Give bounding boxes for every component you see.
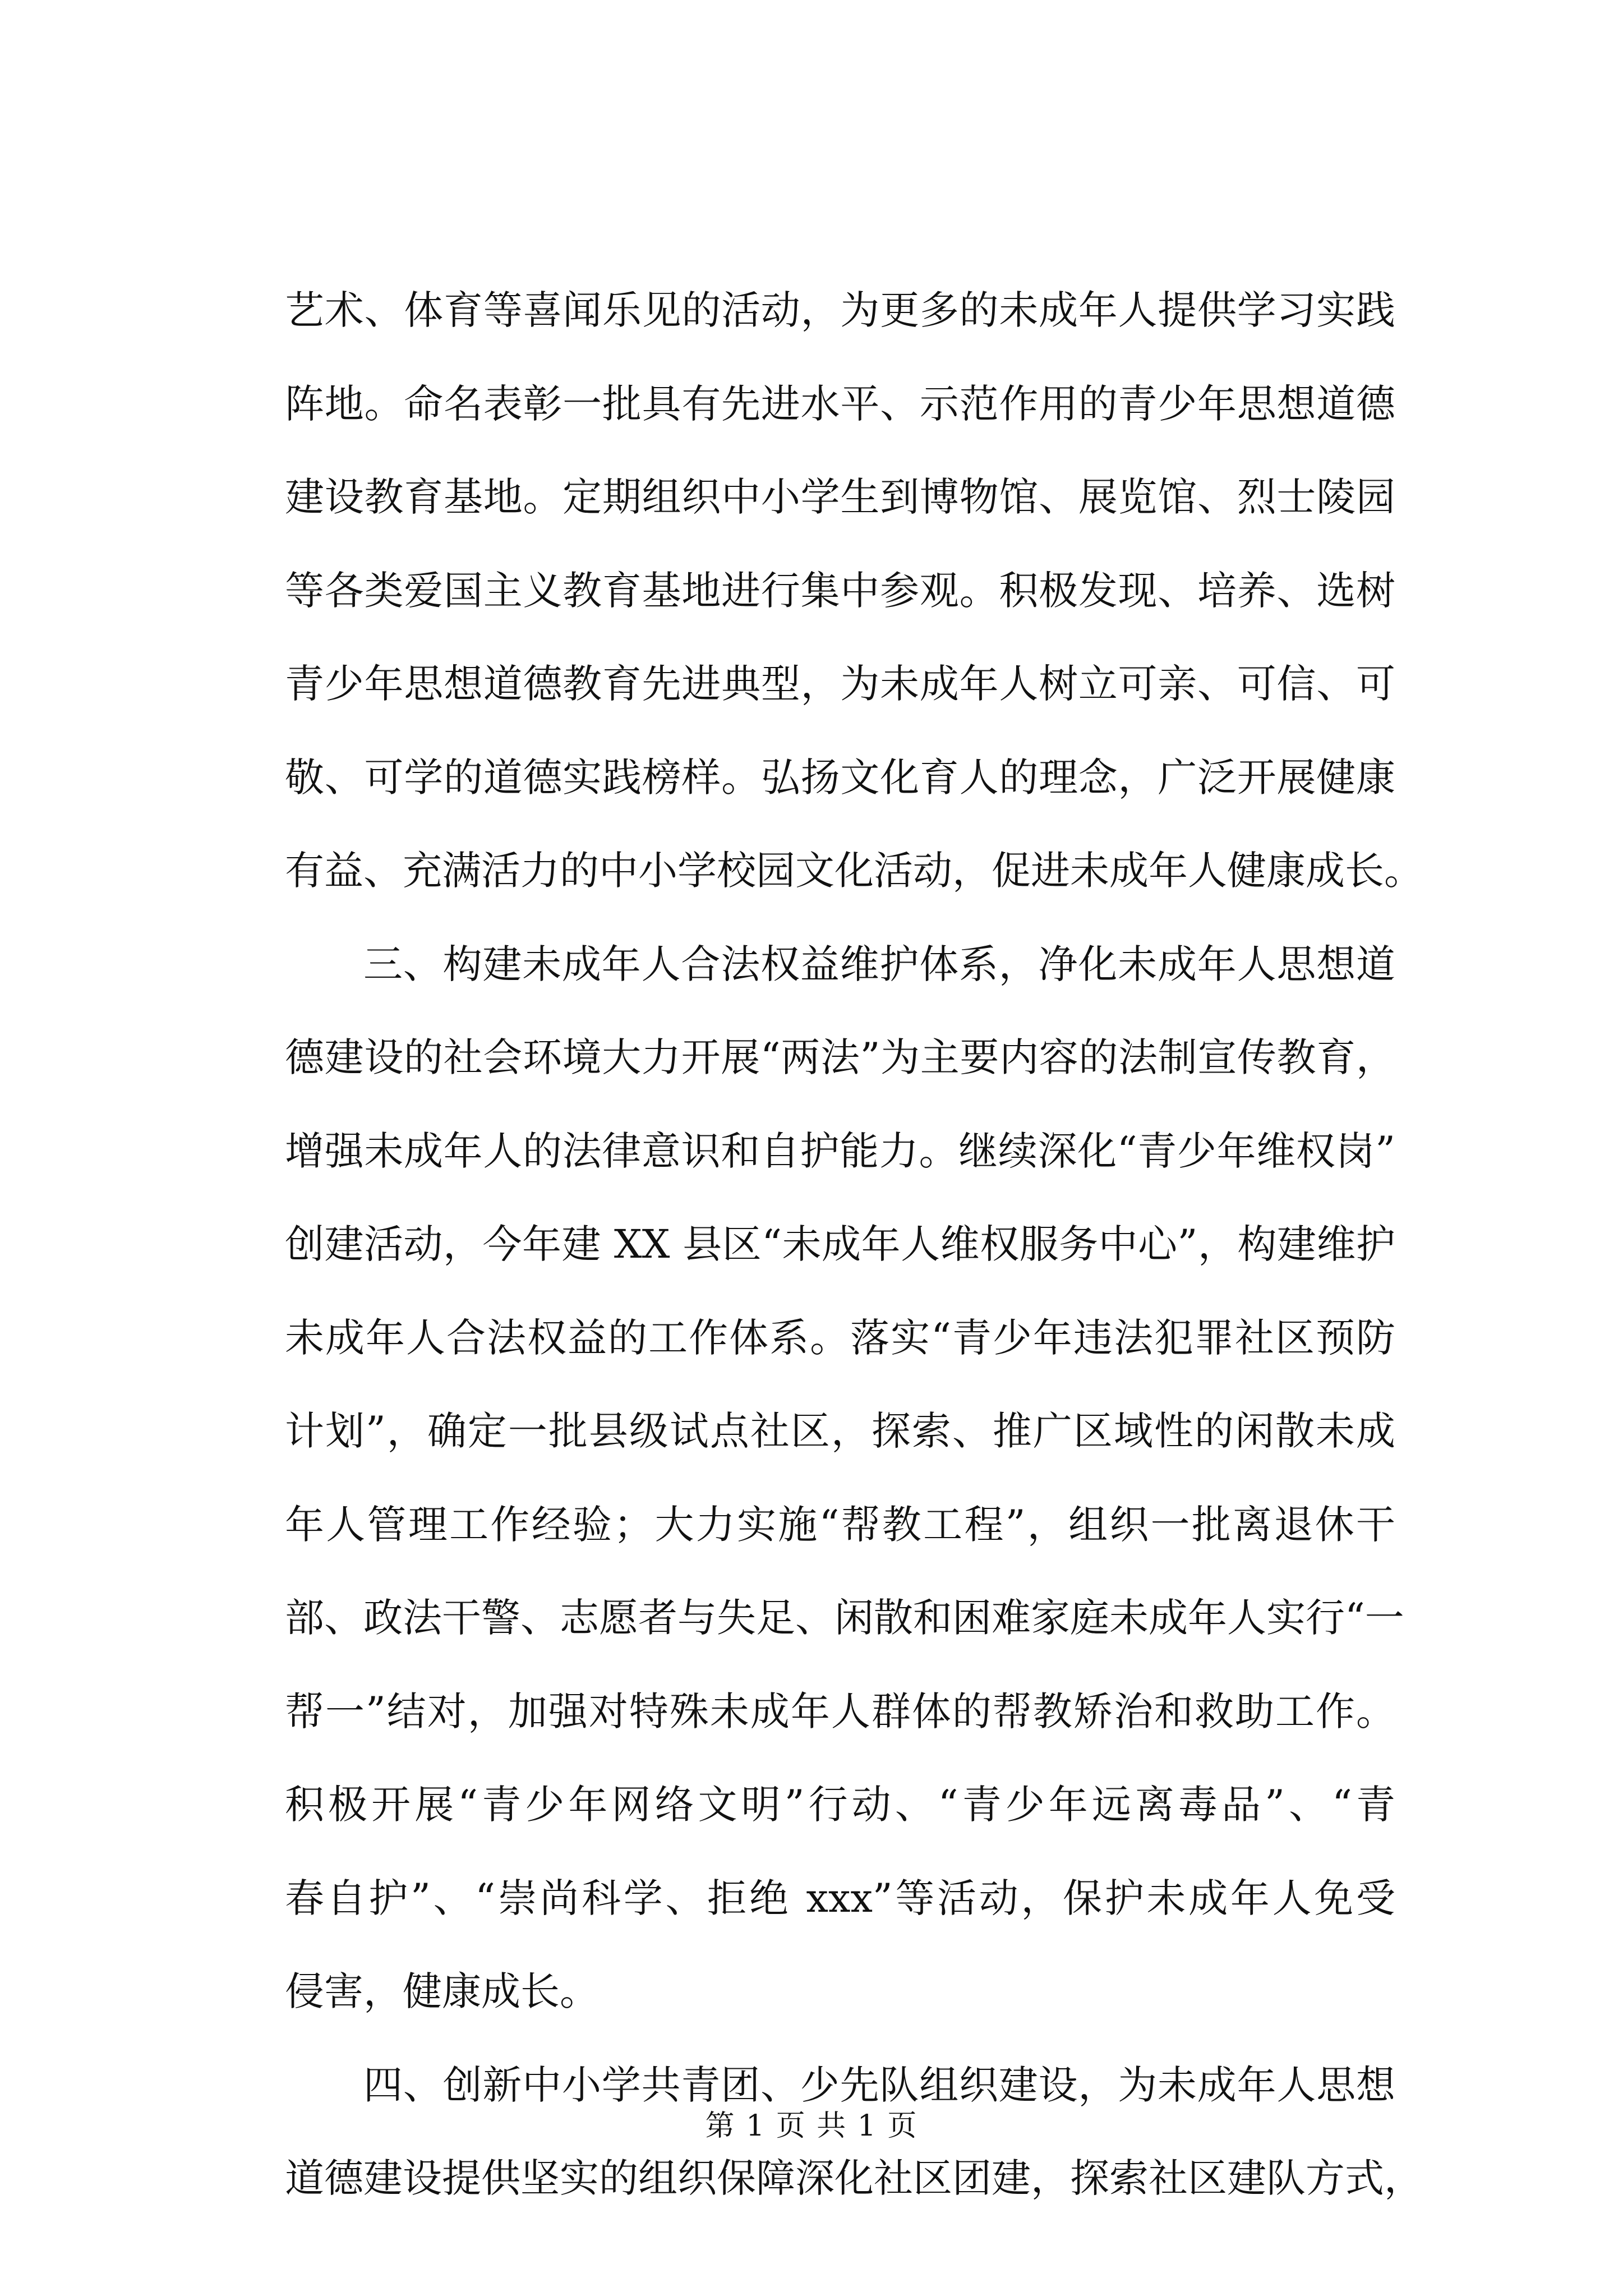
body-line-7: 有益、充满活力的中小学校园文化活动，促进未成年人健康成长。 <box>285 848 1423 894</box>
body-line-15: 部、政法干警、志愿者与失足、闲散和困难家庭未成年人实行“一 <box>285 1595 1404 1641</box>
body-line-12: 未成年人合法权益的工作体系。落实“青少年违法犯罪社区预防 <box>285 1314 1395 1361</box>
body-line-1: 艺术、体育等喜闻乐见的活动，为更多的未成年人提供学习实践 <box>285 287 1395 333</box>
body-line-11: 创建活动，今年建 XX 县区“未成年人维权服务中心”，构建维护 <box>285 1221 1395 1267</box>
body-line-6: 敬、可学的道德实践榜样。弘扬文化育人的理念，广泛开展健康 <box>285 754 1395 800</box>
body-line-3: 建设教育基地。定期组织中小学生到博物馆、展览馆、烈士陵园 <box>285 474 1395 520</box>
body-line-5: 青少年思想道德教育先进典型，为未成年人树立可亲、可信、可 <box>285 661 1395 707</box>
body-line-4: 等各类爱国主义教育基地进行集中参观。积极发现、培养、选树 <box>285 567 1395 614</box>
body-line-10: 增强未成年人的法律意识和自护能力。继续深化“青少年维权岗” <box>285 1128 1395 1174</box>
document-body <box>285 264 1423 2225</box>
section-4-heading-line: 四、创新中小学共青团、少先队组织建设，为未成年人思想 <box>363 2062 1395 2108</box>
body-line-13: 计划”，确定一批县级试点社区，探索、推广区域性的闲散未成 <box>285 1408 1395 1454</box>
body-line-17: 积极开展“青少年网络文明”行动、“青少年远离毒品”、“青 <box>285 1782 1395 1828</box>
body-line-21: 道德建设提供坚实的组织保障深化社区团建，探索社区建队方式， <box>285 2155 1423 2201</box>
body-line-9: 德建设的社会环境大力开展“两法”为主要内容的法制宣传教育， <box>285 1034 1395 1080</box>
section-3-heading-line: 三、构建未成年人合法权益维护体系，净化未成年人思想道 <box>363 941 1395 987</box>
body-line-18: 春自护”、“崇尚科学、拒绝 xxx”等活动，保护未成年人免受 <box>285 1875 1395 1921</box>
body-line-2: 阵地。命名表彰一批具有先进水平、示范作用的青少年思想道德 <box>285 380 1395 427</box>
body-line-19: 侵害，健康成长。 <box>285 1968 599 2014</box>
body-line-16: 帮一”结对，加强对特殊未成年人群体的帮教矫治和救助工作。 <box>285 1688 1395 1734</box>
body-line-14: 年人管理工作经验；大力实施“帮教工程”，组织一批离退休干 <box>285 1501 1395 1548</box>
page-footer: 第 1 页 共 1 页 <box>705 2109 918 2143</box>
